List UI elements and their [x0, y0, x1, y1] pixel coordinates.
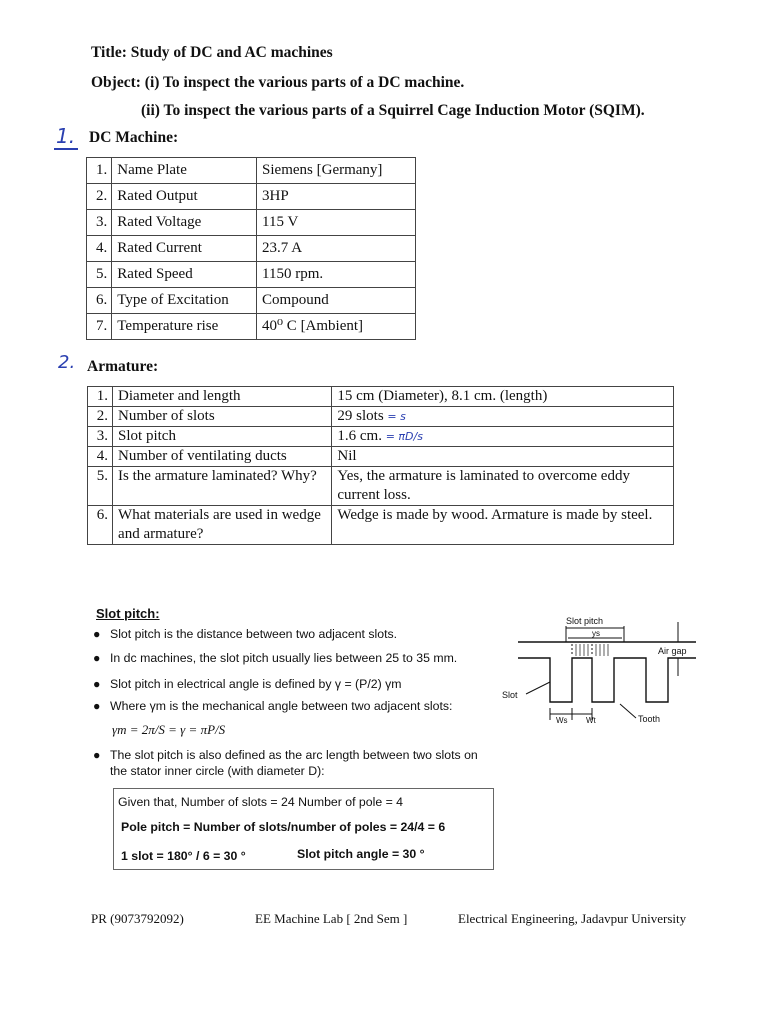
table-row — [87, 262, 416, 288]
row-label: Rated Voltage — [112, 210, 257, 236]
handwritten-section-number-1: 1. — [56, 124, 76, 148]
row-label: Temperature rise — [112, 314, 257, 340]
row-number: 3. — [87, 210, 112, 236]
row-label: Rated Speed — [112, 262, 257, 288]
tooth-leader-line — [620, 704, 636, 718]
page-title: Title: Study of DC and AC machines — [91, 44, 333, 61]
row-number: 2. — [87, 184, 112, 210]
row-label: Diameter and length — [113, 387, 332, 407]
bullet-text: In dc machines, the slot pitch usually lies between 25 to 35 mm. — [110, 651, 458, 665]
table-row — [87, 210, 416, 236]
row-value: Yes, the armature is laminated to overcome eddy current loss. — [332, 467, 674, 506]
handwritten-section-number-2: 2. — [58, 352, 76, 373]
slot-pitch-diagram — [496, 612, 710, 734]
row-value-cell — [332, 427, 674, 447]
example-pole-pitch: Pole pitch = Number of slots/number of poles = 24/4 = 6 — [121, 820, 446, 834]
table-row — [87, 158, 416, 184]
rotor-slot-profile — [518, 658, 696, 702]
row-value: Compound — [257, 288, 416, 314]
slot-pitch-formula: γm = 2π/S = γ = πP/S — [112, 722, 226, 737]
row-number: 5. — [87, 262, 112, 288]
row-value: Wedge is made by wood. Armature is made by steel. — [332, 506, 674, 545]
row-label: Slot pitch — [113, 427, 332, 447]
bullet-text: Where γm is the mechanical angle between two adjacent slots: — [110, 699, 453, 713]
example-slot-pitch-angle: Slot pitch angle = 30 ° — [297, 847, 425, 861]
diagram-label-slot: Slot — [502, 690, 518, 700]
row-label: What materials are used in wedge and armature? — [113, 506, 332, 545]
row-value: 40⁰ C [Ambient] — [257, 314, 416, 340]
table-row — [87, 184, 416, 210]
row-number: 3. — [88, 427, 113, 447]
row-value: 29 slots — [337, 408, 384, 424]
row-number: 4. — [87, 236, 112, 262]
table-row — [87, 288, 416, 314]
row-label: Type of Excitation — [112, 288, 257, 314]
bullet-text: The slot pitch is also defined as the arc length between two slots on — [110, 748, 478, 762]
object-line-2: (ii) To inspect the various parts of a Squirrel Cage Induction Motor (SQIM). — [141, 102, 645, 119]
armature-table — [87, 386, 674, 545]
row-number: 4. — [88, 447, 113, 467]
diagram-label-tooth: Tooth — [638, 714, 661, 724]
row-value: 3HP — [257, 184, 416, 210]
row-number: 6. — [87, 288, 112, 314]
row-value: 1150 rpm. — [257, 262, 416, 288]
row-value: Nil — [332, 447, 674, 467]
diagram-label-ws: Ws — [556, 716, 568, 725]
bullet-text: Slot pitch is the distance between two adjacent slots. — [110, 627, 398, 641]
diagram-label-slot-pitch: Slot pitch — [566, 616, 604, 626]
section-heading-dc-machine: DC Machine: — [89, 129, 179, 146]
row-label: Rated Output — [112, 184, 257, 210]
bullet-dot: ● — [93, 677, 101, 691]
bullet-dot: ● — [93, 651, 101, 665]
row-number: 5. — [88, 467, 113, 506]
handwritten-note: = πD/s — [385, 430, 423, 443]
bullet-text: Slot pitch in electrical angle is defined by γ = (P/2) γm — [110, 677, 402, 691]
diagram-label-wt: Wt — [586, 716, 596, 725]
table-row — [88, 467, 674, 506]
table-row — [88, 387, 674, 407]
row-label: Name Plate — [112, 158, 257, 184]
row-value: 15 cm (Diameter), 8.1 cm. (length) — [332, 387, 674, 407]
bullet-dot: ● — [93, 627, 101, 641]
section-heading-armature: Armature: — [87, 358, 159, 375]
diagram-label-air-gap: Air gap — [658, 646, 687, 656]
row-number: 1. — [87, 158, 112, 184]
row-number: 2. — [88, 407, 113, 427]
row-number: 1. — [88, 387, 113, 407]
row-value-cell — [332, 407, 674, 427]
example-slot-angle: 1 slot = 180° / 6 = 30 ° — [121, 849, 246, 863]
handwritten-note: = s — [387, 410, 406, 423]
dc-machine-table — [86, 157, 416, 340]
row-value: 115 V — [257, 210, 416, 236]
row-number: 7. — [87, 314, 112, 340]
row-label: Rated Current — [112, 236, 257, 262]
row-label: Number of ventilating ducts — [113, 447, 332, 467]
slot-pitch-heading: Slot pitch: — [96, 606, 160, 621]
row-value: Siemens [Germany] — [257, 158, 416, 184]
row-value: 1.6 cm. — [337, 428, 382, 444]
footer-left: PR (9073792092) — [91, 911, 184, 926]
bullet-dot: ● — [93, 699, 101, 713]
handwritten-underline — [54, 148, 78, 150]
row-label: Number of slots — [113, 407, 332, 427]
table-row — [88, 447, 674, 467]
table-row — [87, 314, 416, 340]
diagram-label-ys: ys — [592, 629, 600, 638]
footer-right: Electrical Engineering, Jadavpur University — [458, 911, 687, 926]
object-line-1: Object: (i) To inspect the various parts of a DC machine. — [91, 74, 465, 91]
bullet-dot: ● — [93, 748, 101, 762]
row-number: 6. — [88, 506, 113, 545]
table-row — [88, 407, 674, 427]
row-label: Is the armature laminated? Why? — [113, 467, 332, 506]
table-row — [88, 427, 674, 447]
table-row — [88, 506, 674, 545]
footer-center: EE Machine Lab [ 2nd Sem ] — [255, 911, 408, 926]
slot-leader-line — [526, 682, 550, 694]
row-value: 23.7 A — [257, 236, 416, 262]
bullet-continuation: the stator inner circle (with diameter D): — [110, 764, 325, 778]
example-given: Given that, Number of slots = 24 Number of pole = 4 — [118, 795, 404, 809]
table-row — [87, 236, 416, 262]
